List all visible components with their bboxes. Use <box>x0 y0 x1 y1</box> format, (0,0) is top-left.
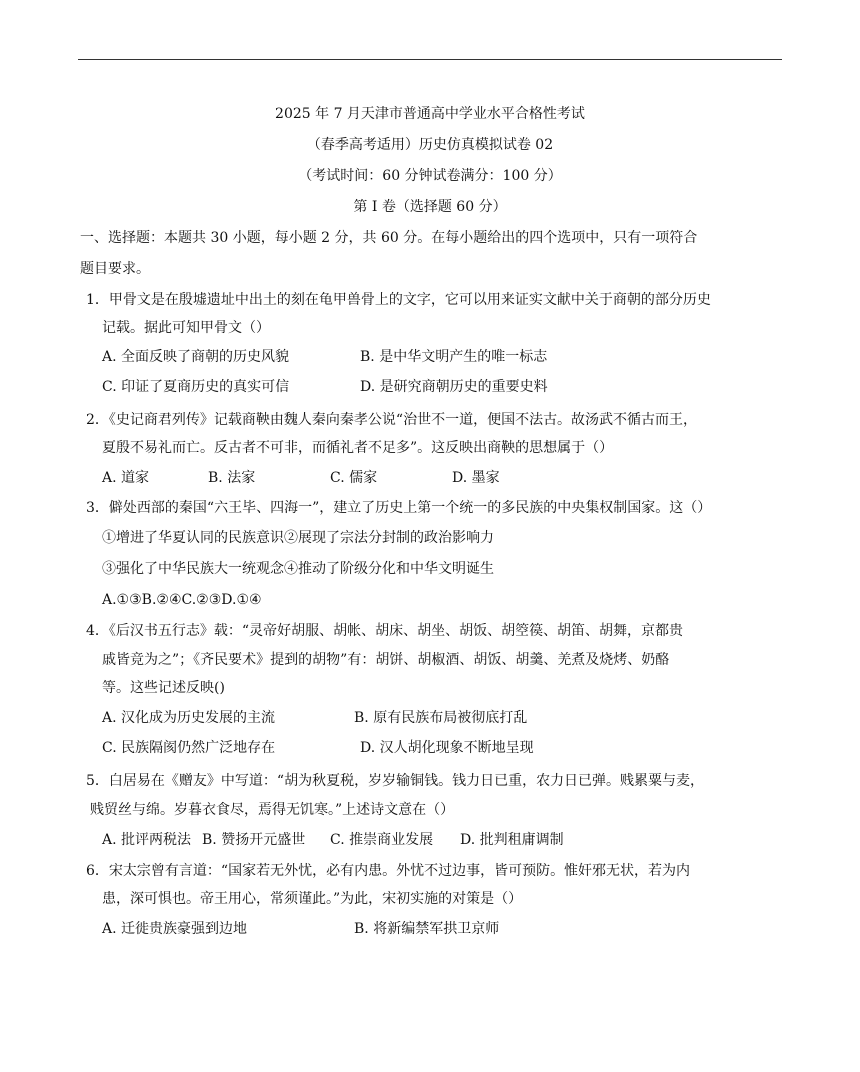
exam-info: （考试时间：60 分钟试卷满分：100 分） <box>298 168 562 184</box>
question-2-option-d[interactable]: D. 墨家 <box>452 470 500 486</box>
question-1-option-c[interactable]: C. 印证了夏商历史的真实可信 <box>102 379 290 395</box>
instructions-line-2: 题目要求。 <box>80 261 150 277</box>
question-4-option-c[interactable]: C. 民族隔阂仍然广泛地存在 <box>102 740 276 756</box>
question-6-line-1: 6．宋太宗曾有言道：“国家若无外忧，必有内患。外忧不过边事，皆可预防。惟奸邪无状，若为内 <box>86 863 691 879</box>
question-6-line-2: 患，深可惧也。帝王用心，常须谨此。”为此，宋初实施的对策是（） <box>102 891 523 907</box>
question-5-line-2: 贱贸丝与绵。岁暮衣食尽，焉得无饥寒。”上述诗文意在（） <box>90 802 455 818</box>
header-divider <box>78 59 782 60</box>
question-1-line-2: 记载。据此可知甲骨文（） <box>102 320 270 336</box>
question-4-line-3: 等。这些记述反映() <box>102 680 225 696</box>
question-2-line-2: 夏殷不易礼而亡。反古者不可非，而循礼者不足多”。这反映出商鞅的思想属于（） <box>102 440 614 456</box>
question-2-line-1: 2．《史记商君列传》记载商鞅由魏人秦向秦孝公说“治世不一道，便国不法古。故汤武不循古而王， <box>86 412 698 428</box>
section-title: 第 I 卷（选择题 60 分） <box>353 199 507 215</box>
question-1-option-d[interactable]: D. 是研究商朝历史的重要史料 <box>360 379 548 395</box>
question-5-option-c[interactable]: C. 推崇商业发展 <box>330 832 434 848</box>
question-1-option-b[interactable]: B. 是中华文明产生的唯一标志 <box>360 349 548 365</box>
question-6-option-a[interactable]: A. 迁徙贵族豪强到边地 <box>102 921 248 937</box>
question-5-option-a[interactable]: A. 批评两税法 <box>102 832 192 848</box>
question-4-option-a[interactable]: A. 汉化成为历史发展的主流 <box>102 710 276 726</box>
question-3-statement-1: ①增进了华夏认同的民族意识②展现了宗法分封制的政治影响力 <box>102 530 494 546</box>
question-1-option-a[interactable]: A. 全面反映了商朝的历史风貌 <box>102 349 290 365</box>
question-5-option-d[interactable]: D. 批判租庸调制 <box>460 832 564 848</box>
question-4-option-d[interactable]: D. 汉人胡化现象不断地呈现 <box>360 740 534 756</box>
instructions-line-1: 一、选择题：本题共 30 小题，每小题 2 分，共 60 分。在每小题给出的四个选项中，只有一项符合 <box>80 230 698 246</box>
question-4-line-1: 4．《后汉书五行志》载：“灵帝好胡服、胡帐、胡床、胡坐、胡饭、胡箜篌、胡笛、胡舞，京都贵 <box>86 623 684 639</box>
question-5-line-1: 5．白居易在《赠友》中写道：“胡为秋夏税，岁岁输铜钱。钱力日已重，农力日已弹。贱累粟与麦， <box>86 773 705 789</box>
question-4-option-b[interactable]: B. 原有民族布局被彻底打乱 <box>354 710 528 726</box>
question-2-option-a[interactable]: A. 道家 <box>102 470 150 486</box>
question-2-option-b[interactable]: B. 法家 <box>208 470 256 486</box>
question-5-option-b[interactable]: B. 赞扬开元盛世 <box>202 832 306 848</box>
question-6-option-b[interactable]: B. 将新编禁军拱卫京师 <box>354 921 500 937</box>
question-3-statement-2: ③强化了中华民族大一统观念④推动了阶级分化和中华文明诞生 <box>102 561 494 577</box>
question-3-options[interactable]: A.①③B.②④C.②③D.①④ <box>102 592 262 608</box>
question-1-line-1: 1．甲骨文是在殷墟遗址中出土的刻在龟甲兽骨上的文字，它可以用来证实文献中关于商朝的部分历史 <box>86 292 711 308</box>
exam-subtitle: （春季高考适用）历史仿真模拟试卷 02 <box>306 137 554 153</box>
question-3-line-1: 3．僻处西部的秦国“六王毕、四海一”，建立了历史上第一个统一的多民族的中央集权制国家。这（） <box>86 500 712 516</box>
question-4-line-2: 戚皆竞为之”；《齐民要术》提到的胡物”有：胡饼、胡椒酒、胡饭、胡羹、羌煮及烧烤、奶酪 <box>102 652 670 668</box>
question-2-option-c[interactable]: C. 儒家 <box>330 470 378 486</box>
exam-title: 2025 年 7 月天津市普通高中学业水平合格性考试 <box>275 106 585 122</box>
